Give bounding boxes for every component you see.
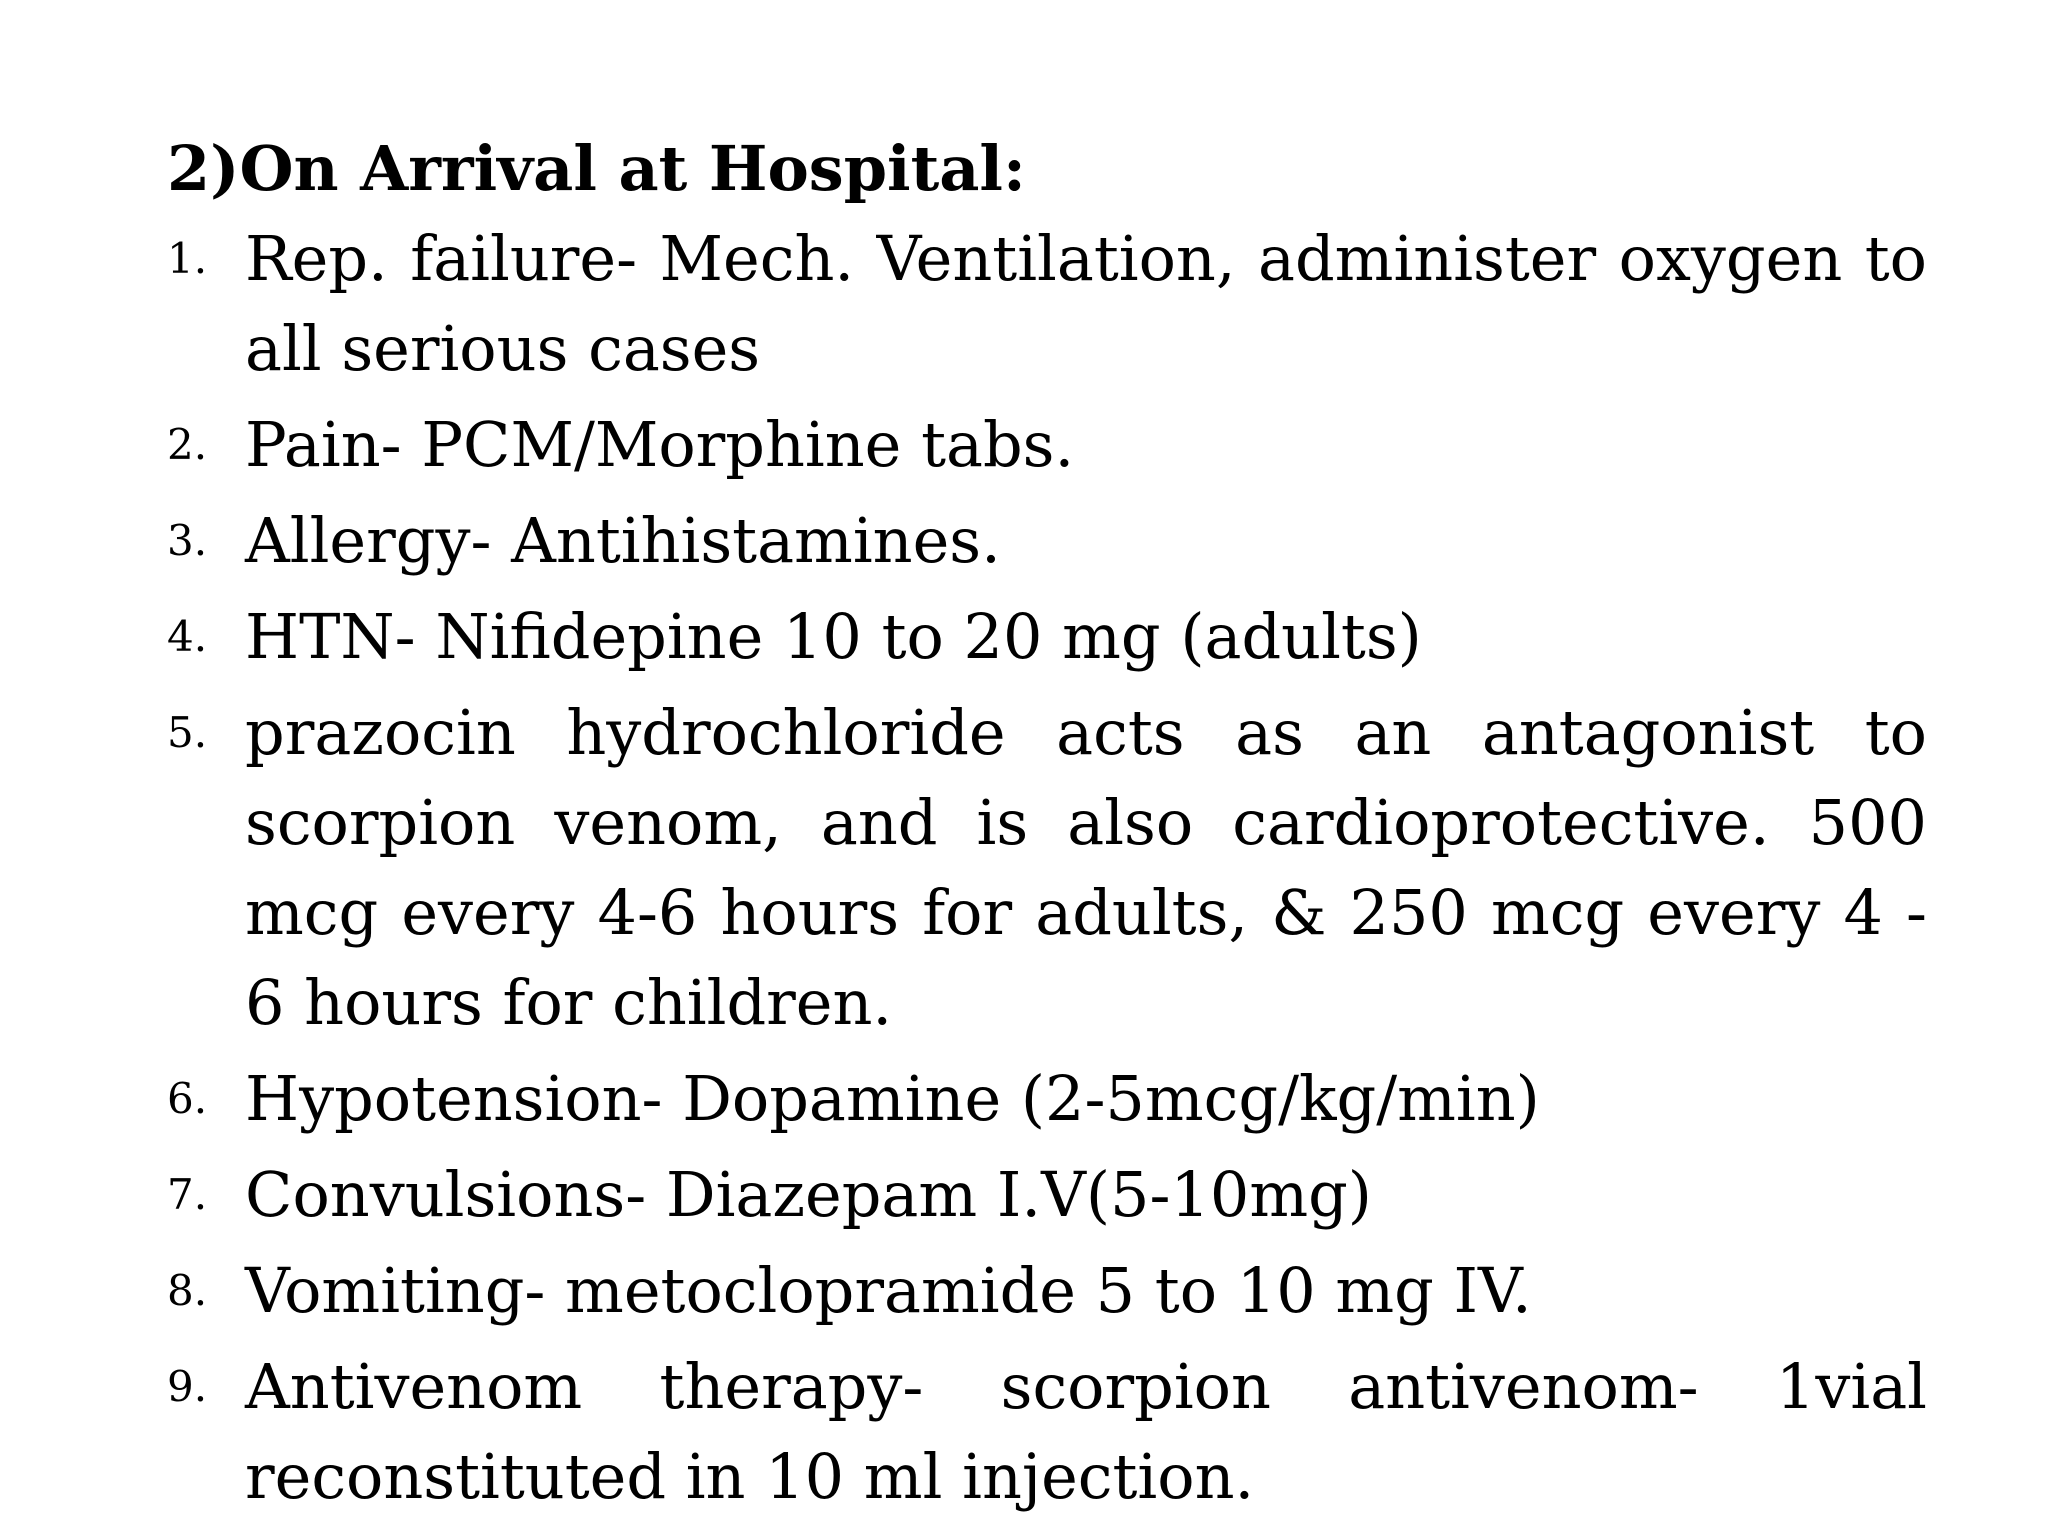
- list-item-text: Vomiting- metoclopramide 5 to 10 mg IV.: [245, 1254, 1532, 1327]
- list-item-number: 1.: [167, 234, 208, 283]
- list-item-7: [167, 1150, 1927, 1240]
- list-item-number: 9.: [167, 1362, 208, 1411]
- list-item-text: HTN- Nifidepine 10 to 20 mg (adults): [245, 600, 1422, 673]
- treatment-list: [167, 214, 1927, 1528]
- list-item-text: Allergy- Antihistamines.: [245, 504, 1001, 577]
- list-item-text: Hypotension- Dopamine (2-5mcg/kg/min): [245, 1062, 1540, 1135]
- list-item-3: [167, 496, 1927, 586]
- list-item-number: 5.: [167, 708, 208, 757]
- section-heading: 2)On Arrival at Hospital:: [167, 132, 1026, 205]
- list-item-text: Antivenom therapy- scorpion antivenom- 1vial reconstituted in 10 ml injection.: [245, 1350, 1927, 1513]
- list-item-text: prazocin hydrochloride acts as an antagonist to scorpion venom, and is also cardioprotective. 500 mcg every 4-6 hours for adults, & 250 mcg every 4 - 6 hours for children.: [245, 696, 1927, 1039]
- list-item-2: [167, 400, 1927, 490]
- list-item-4: [167, 592, 1927, 682]
- list-item-text: Pain- PCM/Morphine tabs.: [245, 408, 1075, 481]
- list-item-5: [167, 688, 1927, 1048]
- list-item-text: Convulsions- Diazepam I.V(5-10mg): [245, 1158, 1372, 1231]
- list-item-number: 6.: [167, 1074, 208, 1123]
- list-item-1: [167, 214, 1927, 394]
- list-item-number: 2.: [167, 420, 208, 469]
- list-item-8: [167, 1246, 1927, 1336]
- list-item-6: [167, 1054, 1927, 1144]
- list-item-9: [167, 1342, 1927, 1522]
- list-item-text: Rep. failure- Mech. Ventilation, administer oxygen to all serious cases: [245, 222, 1927, 385]
- list-item-number: 3.: [167, 516, 208, 565]
- list-item-number: 4.: [167, 612, 208, 661]
- list-item-number: 8.: [167, 1266, 208, 1315]
- list-item-number: 7.: [167, 1170, 208, 1219]
